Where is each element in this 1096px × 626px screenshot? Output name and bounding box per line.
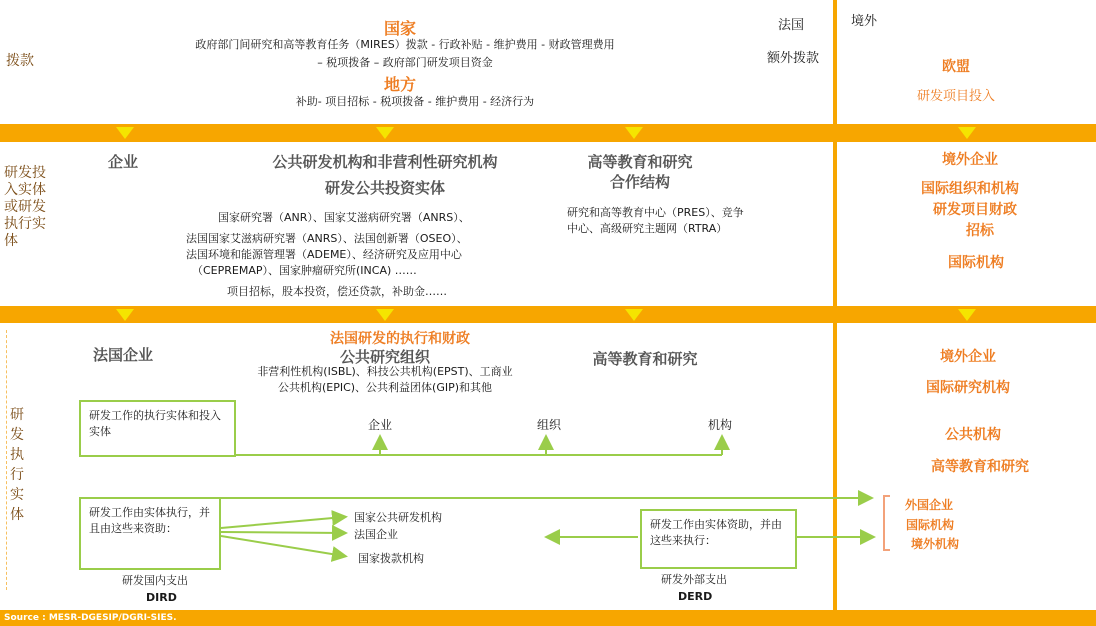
foreign-item-2: 国际机构 (906, 518, 955, 532)
dird-box: 研发工作由实体执行，并且由这些来资助： (79, 497, 221, 570)
higher-list-line-2: 中心、高级研究主题网（RTRA） (567, 222, 728, 235)
abroad-enterprise-2: 境外企业 (940, 349, 996, 365)
box1-tree (236, 438, 722, 455)
target-institution: 机构 (708, 418, 733, 432)
higher-ed-research: 高等教育和研究 (592, 350, 698, 368)
region-heading: 地方 (383, 75, 416, 94)
derd-label: 研发外部支出 (661, 573, 727, 586)
higher-ed-heading-2: 合作结构 (609, 173, 670, 191)
dird-item-3: 国家拨款机构 (358, 552, 424, 565)
foreign-item-3: 境外机构 (911, 537, 960, 551)
eu-sub: 研发项目投入 (916, 89, 995, 104)
france-label: 法国 (778, 18, 805, 33)
performer-investor-box: 研发工作的执行实体和投入实体 (79, 400, 236, 457)
rd-project-finance: 研发项目财政 (933, 202, 1017, 218)
arrow-dird-item-3 (221, 536, 344, 556)
public-heading-2: 研发公共投资实体 (324, 179, 445, 197)
fr-enterprise-heading: 法国企业 (93, 346, 154, 364)
eu-heading: 欧盟 (942, 59, 970, 75)
region-line: 补助- 项目招标 - 税项拨备 - 维护费用 - 经济行为 (295, 95, 535, 108)
row-label-investors: 研发投入实体或研发执行实体 (4, 165, 46, 249)
intl-institution: 国际机构 (948, 255, 1004, 271)
public-list-line-2: 法国国家艾滋病研究署（ANRS）、法国创新署（OSEO）、 (186, 232, 468, 245)
row-label-funding: 拨款 (6, 53, 34, 69)
abroad-label: 境外 (851, 14, 878, 29)
intl-research-institution: 国际研究机构 (926, 380, 1010, 396)
target-organization: 组织 (537, 418, 562, 432)
public-list-line-1: 国家研究署（ANR）、国家艾滋病研究署（ANRS）、 (218, 211, 470, 224)
public-tools: 项目招标，股本投资，偿还贷款，补助金…… (227, 285, 447, 298)
abroad-enterprise: 境外企业 (942, 152, 998, 168)
public-institution: 公共机构 (945, 427, 1001, 443)
public-heading-1: 公共研发机构和非营利性研究机构 (272, 153, 498, 171)
foreign-item-1: 外国企业 (905, 498, 954, 512)
intl-org: 国际组织和机构 (921, 181, 1019, 197)
state-line-1: 政府部门间研究和高等教育任务（MIRES）拨款 - 行政补贴 - 维护费用 - 财政管理费用 (195, 38, 615, 51)
dird-item-1: 国家公共研发机构 (354, 511, 442, 524)
state-heading: 国家 (383, 19, 416, 38)
arrow-dird-item-2 (221, 532, 344, 533)
higher-ed-heading-1: 高等教育和研究 (587, 153, 693, 171)
target-enterprise: 企业 (368, 418, 393, 432)
state-line-2: – 税项拨备 – 政府部门研发项目资金 (317, 56, 493, 69)
dird-item-2: 法国企业 (354, 528, 398, 541)
higher-ed-research-abroad: 高等教育和研究 (931, 459, 1029, 475)
arrow-dird-item-1 (221, 517, 344, 528)
higher-list-line-1: 研究和高等教育中心（PRES）、竞争 (567, 206, 744, 219)
derd-code: DERD (678, 590, 713, 603)
public-research-org: 公共研究组织 (339, 348, 430, 366)
public-org-line-2: 公共机构(EPIC)、公共利益团体(GIP)和其他 (277, 381, 493, 394)
derd-box: 研发工作由实体资助，并由这些来执行： (640, 509, 797, 569)
dird-label: 研发国内支出 (122, 574, 188, 587)
public-list-line-4: （CEPREMAP）、国家肿瘤研究所(INCA) …… (192, 264, 417, 277)
dird-code: DIRD (146, 591, 177, 604)
public-org-line-1: 非营利性机构(ISBL)、科技公共机构(EPST)、工商业 (257, 365, 513, 378)
row-label-performers: 研发执行实体 (10, 407, 24, 523)
public-list-line-3: 法国环境和能源管理署（ADEME）、经济研究及应用中心 (186, 248, 462, 261)
enterprise-heading: 企业 (108, 153, 139, 171)
tender: 招标 (966, 223, 994, 239)
source-bar: Source : MESR-DGESIP/DGRI-SIES. (0, 610, 1096, 626)
extra-funding-label: 额外拨款 (767, 51, 820, 66)
fr-rd-title: 法国研发的执行和财政 (330, 331, 470, 347)
